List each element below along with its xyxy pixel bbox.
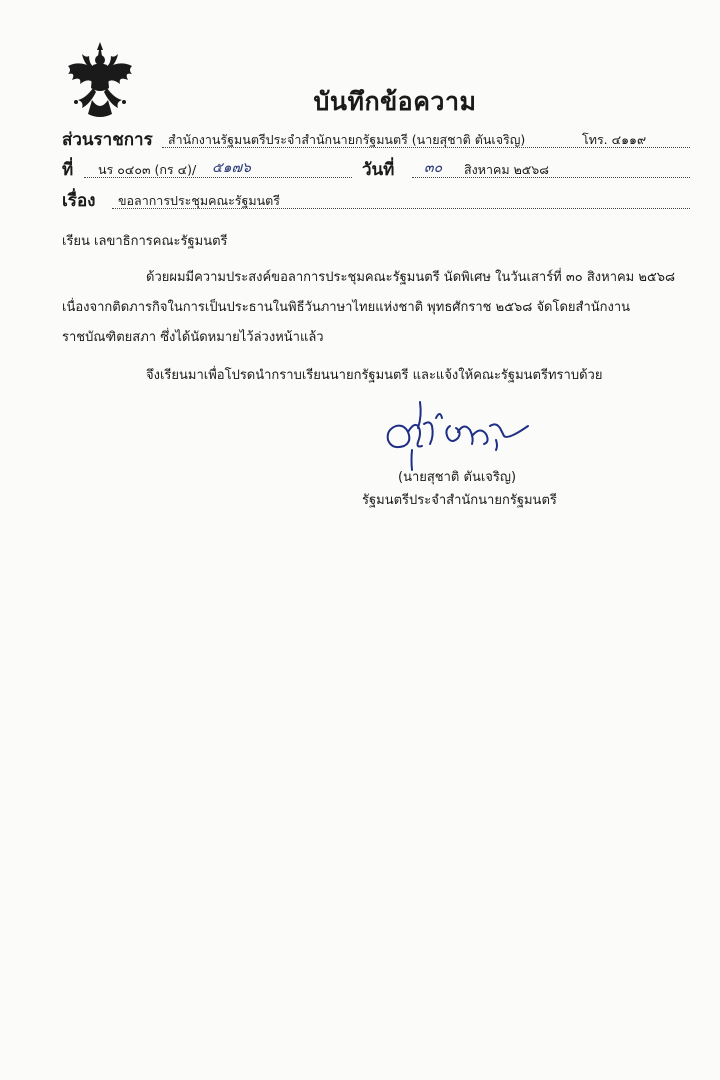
date-label: วันที่	[362, 160, 395, 180]
body-paragraph-1-line-3: ราชบัณฑิตยสภา ซึ่งได้นัดหมายไว้ล่วงหน้าแล้ว	[62, 330, 324, 345]
memo-title: บันทึกข้อความ	[313, 87, 477, 116]
agency-label: ส่วนราชการ	[62, 130, 153, 150]
phone-value: โทร. ๔๑๑๙	[582, 132, 647, 147]
body-paragraph-1-line-1: ด้วยผมมีความประสงค์ขอลาการประชุมคณะรัฐมนตรี นัดพิเศษ ในวันเสาร์ที่ ๓๐ สิงหาคม ๒๕๖๘	[146, 270, 676, 285]
reference-number: ๕๑๗๖	[212, 160, 251, 176]
agency-value: สำนักงานรัฐมนตรีประจำสำนักนายกรัฐมนตรี (นายสุชาติ ตันเจริญ)	[168, 132, 526, 147]
signatory-name: (นายสุชาติ ตันเจริญ)	[398, 470, 517, 485]
reference-value: นร ๐๔๐๓ (กร ๔)/	[98, 162, 197, 177]
date-dotted-line	[412, 177, 690, 178]
reference-dotted-line	[84, 177, 352, 178]
subject-dotted-line	[112, 208, 690, 209]
reference-row	[62, 156, 690, 180]
subject-value: ขอลาการประชุมคณะรัฐมนตรี	[118, 193, 281, 208]
body-paragraph-1-line-2: เนื่องจากติดภารกิจในการเป็นประธานในพิธีวันภาษาไทยแห่งชาติ พุทธศักราช ๒๕๖๘ จัดโดยสำนักงาน	[62, 300, 631, 315]
subject-row	[62, 187, 690, 211]
signatory-position: รัฐมนตรีประจำสำนักนายกรัฐมนตรี	[362, 493, 557, 508]
date-rest: สิงหาคม ๒๕๖๘	[464, 162, 549, 177]
handwritten-signature	[378, 396, 538, 476]
salutation: เรียน เลขาธิการคณะรัฐมนตรี	[62, 234, 228, 249]
reference-label: ที่	[62, 160, 74, 180]
agency-row	[62, 126, 690, 150]
date-day: ๓๐	[424, 160, 443, 176]
subject-label: เรื่อง	[62, 191, 96, 211]
body-paragraph-2: จึงเรียนมาเพื่อโปรดนำกราบเรียนนายกรัฐมนตรี และแจ้งให้คณะรัฐมนตรีทราบด้วย	[146, 368, 603, 383]
agency-dotted-line	[162, 147, 690, 148]
